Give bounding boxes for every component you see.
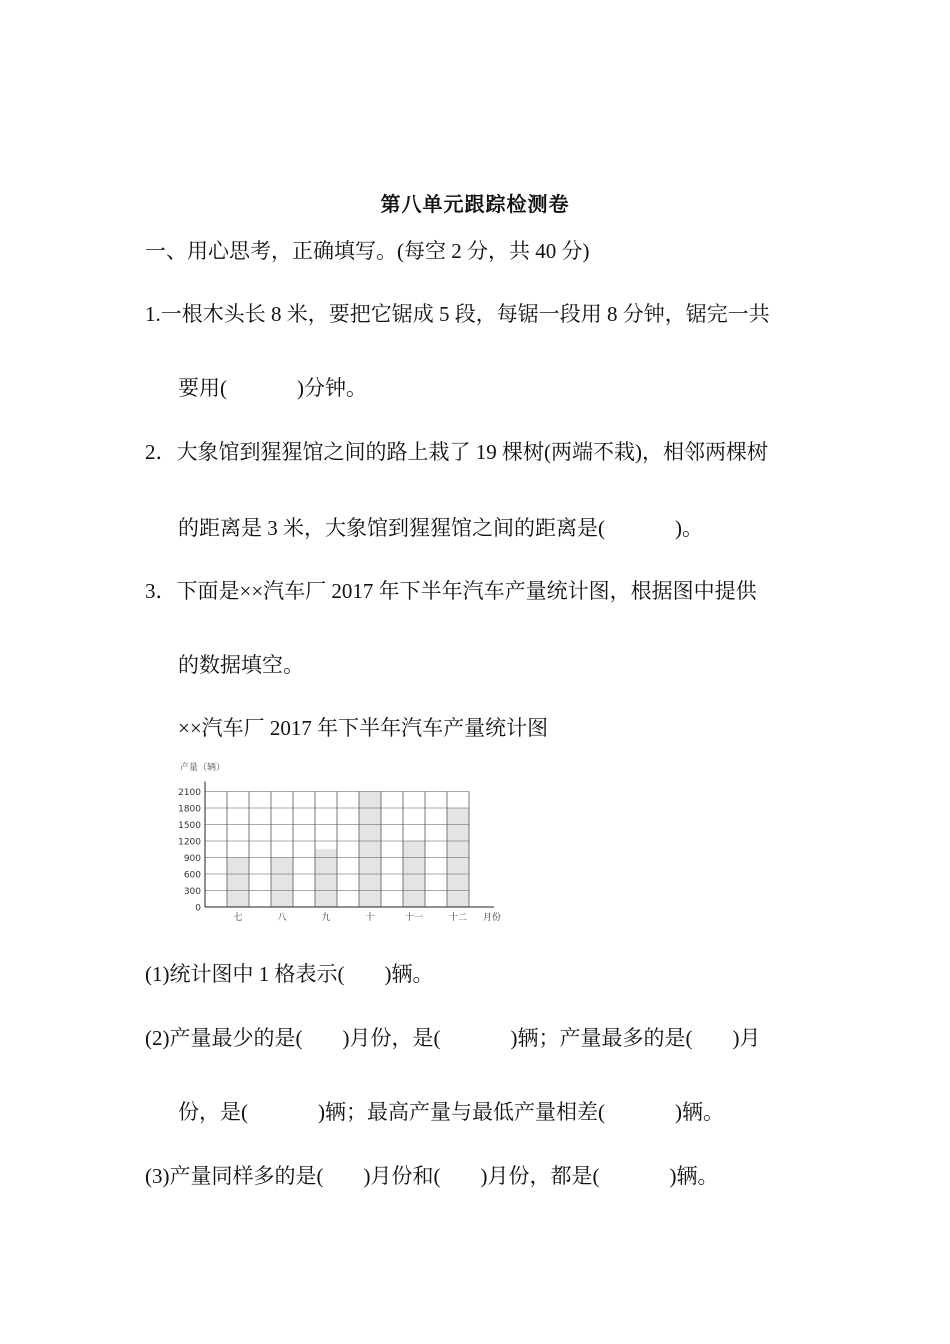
x-axis-label: 月份 (483, 913, 502, 923)
sub-1-text-a: (1)统计图中 1 格表示( (145, 962, 345, 986)
question-3-line-1: 3．下面是××汽车厂 2017 年下半年汽车产量统计图，根据图中提供 (145, 579, 757, 603)
bar-1 (227, 858, 249, 908)
y-tick-label: 1500 (178, 821, 201, 831)
sub-3-text-a2: )月份和( (363, 1164, 441, 1188)
x-tick-label: 九 (321, 913, 331, 923)
chart-title: ××汽车厂 2017 年下半年汽车产量统计图 (178, 716, 549, 740)
y-tick-label: 1200 (178, 837, 201, 848)
sub-question-2-line-1 (145, 1024, 760, 1052)
x-tick-label: 八 (277, 913, 287, 923)
y-tick-label: 2100 (178, 788, 201, 798)
question-1-line-2 (178, 374, 367, 402)
x-tick-label: 十一 (404, 913, 424, 923)
sub-2-text-b3: )辆。 (675, 1100, 724, 1124)
y-axis-label: 产量（辆） (180, 763, 226, 773)
sub-2-text-b2: )辆；最高产量与最低产量相差( (318, 1100, 605, 1124)
x-tick-label: 七 (233, 913, 243, 923)
question-2-line-1: 2．大象馆到猩猩馆之间的路上栽了 19 棵树(两端不栽)，相邻两棵树 (145, 440, 768, 464)
question-1-line-1: 1.一根木头长 8 米，要把它锯成 5 段，每锯一段用 8 分钟，锯完一共 (145, 302, 770, 326)
sub-2-text-b1: 份，是( (178, 1100, 248, 1124)
bar-4 (359, 792, 381, 908)
y-tick-label: 300 (183, 887, 201, 897)
sub-3-text-a3: )月份，都是( (480, 1164, 600, 1188)
sub-2-text-a4: )月 (732, 1026, 761, 1050)
sub-3-text-a1: (3)产量同样多的是( (145, 1164, 324, 1188)
sub-3-text-a4: )辆。 (669, 1164, 719, 1188)
bar-2 (271, 858, 293, 908)
y-tick-label: 1800 (178, 804, 201, 815)
sub-question-1 (145, 960, 433, 988)
question-2-line-2 (178, 514, 703, 542)
y-tick-label: 0 (195, 903, 201, 914)
sub-question-3 (145, 1162, 718, 1190)
sub-2-text-a3: )辆；产量最多的是( (510, 1026, 693, 1050)
question-3-line-2: 的数据填空。 (178, 653, 304, 677)
question-2-text-before-blank: 的距离是 3 米，大象馆到猩猩馆之间的距离是( (178, 516, 605, 540)
x-tick-label: 十二 (448, 913, 468, 923)
sub-question-2-line-2 (178, 1098, 724, 1126)
question-1-text-before-blank: 要用( (178, 376, 227, 400)
sub-2-text-a2: )月份，是( (342, 1026, 441, 1050)
bar-3 (315, 849, 337, 907)
question-1-text-after-blank: )分钟。 (297, 376, 367, 400)
y-tick-label: 900 (183, 854, 201, 864)
production-bar-chart (170, 758, 510, 928)
page-title: 第八单元跟踪检测卷 (380, 194, 570, 216)
section-heading: 一、用心思考，正确填写。(每空 2 分，共 40 分) (145, 239, 590, 263)
y-tick-label: 600 (183, 870, 201, 881)
sub-2-text-a1: (2)产量最少的是( (145, 1026, 303, 1050)
sub-1-text-b: )辆。 (384, 962, 434, 986)
question-2-text-after-blank: )。 (675, 516, 703, 540)
x-tick-label: 十 (365, 913, 375, 923)
